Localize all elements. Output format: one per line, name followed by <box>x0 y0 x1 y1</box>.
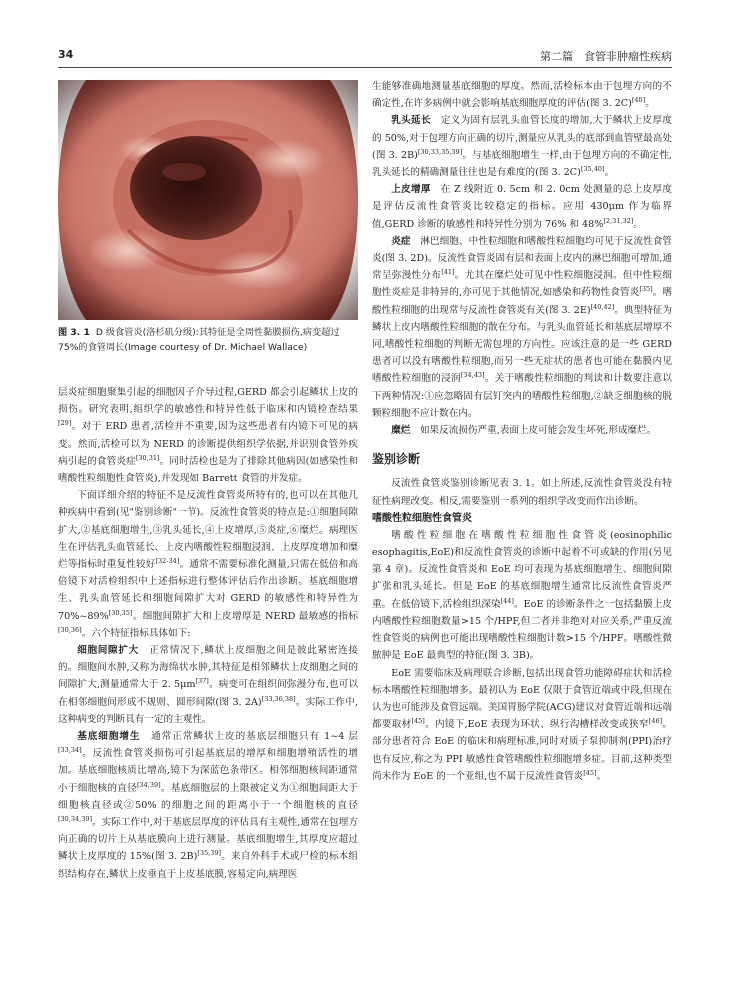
paragraph: EoE 需要临床及病理联合诊断,包括出现食管功能障碍症状和活检标本嗜酸性粒细胞增多。最初认为 EoE 仅限于食管近端或中段,但现在认为也可能涉及食管远端。美国胃肠学院(ACG)建议对食管近端和远端都要取材[45]。内镜下,EoE 表现为环状、纵行沟槽样改变或狭窄[46]。部分患者符合 EoE 的临床和病理标准,同时对质子泵抑制剂(PPI)治疗也有反应,称之为 PPI 敏感性食管嗜酸性粒细胞增多症。目前,这种类型尚未作为 EoE 的一个亚组,也不属于反流性食管炎[45]。 <box>372 667 672 782</box>
right-column <box>372 78 672 785</box>
paragraph: 炎症 淋巴细胞、中性粒细胞和嗜酸性粒细胞均可见于反流性食管炎(图 3. 2D)。反流性食管炎固有层和表面上皮内的淋巴细胞可增加,通常呈弥漫性分布[41]。尤其在糜烂处可见中性粒细胞浸润。但中性粒细胞性炎症是非特异的,亦可见于其他情况,如感染和药物性食管炎[35]。嗜酸性粒细胞的出现常与反流性食管炎有关(图 3. 2E)[40,42]。典型特征为鳞状上皮内嗜酸性粒细胞的散在分布。与乳头血管延长和基底层增厚不同,嗜酸性粒细胞的判断无需包埋的方向性。应该注意的是一些 GERD 患者可以没有嗜酸性粒细胞,而另一些无症状的患者也可能在黏膜内见嗜酸性粒细胞的浸润[34,43]。关于嗜酸性粒细胞的判读和计数要注意以下两种情况:①应忽略固有层钉突内的嗜酸性粒细胞,②缺乏细胞核的脱颗粒细胞不应计数在内。 <box>372 235 673 419</box>
endoscopy-photo-icon <box>58 80 358 320</box>
section-heading: 鉴别诊断 <box>372 452 421 467</box>
term-heading: 基底细胞增生 <box>77 731 141 743</box>
paragraph: 层炎症细胞聚集引起的细胞因子介导过程,GERD 都会引起鳞状上皮的损伤。研究表明,组织学的敏感性和特异性低于临床和内镜检查结果[29]。对于 ERD 患者,活检并不重要,因为这些患者有内镜下可见的病变。然而,活检可以为 NERD 的诊断提供组织学依据,并识别食管外疾病引起的食管炎症[30,31]。同时活检也是为了排除其他病因(如感染性和嗜酸性粒细胞性食管炎),并发现如 Barrett 食管的并发症。 <box>58 387 358 485</box>
paragraph: 基底细胞增生 通常正常鳞状上皮的基底层细胞只有 1~4 层[33,34]。反流性食管炎损伤可引起基底层的增厚和细胞增殖活性的增加。基底细胞核质比增高,镜下为深蓝色条带区。相邻细胞核间距通常小于细胞核的直径[34,39]。基底细胞层的上限被定义为①细胞间距大于细胞核直径或②50% 的细胞之间的距离小于一个细胞核的直径[30,34,39]。实际工作中,对于基底层厚度的评估具有主观性,通常在包埋方向正确的切片上从基底膜向上进行测量。基底细胞增生,其厚度应超过鳞状上皮厚度的 15%(图 3. 2B)[35,39]。来自外科手术或尸检的标本组织结构存在,鳞状上皮垂直于上皮基底膜,容易定向,病理医 <box>58 731 359 880</box>
paragraph: 上皮增厚 在 Z 线附近 0. 5cm 和 2. 0cm 处测量的总上皮厚度是评估反流性食管炎比较稳定的指标。应用 430μm 作为临界值,GERD 诊断的敏感性和特异性分别为 76% 和 48%[2,31,32]。 <box>372 184 672 230</box>
paragraph: 细胞间隙扩大 正常情况下,鳞状上皮细胞之间是彼此紧密连接的。细胞间水肿,又称为海绵状水肿,其特征是相邻鳞状上皮细胞之间的间隙扩大,测量通常大于 2. 5μm[37]。病变可在组织间弥漫分布,也可以在相邻细胞间形成不规则、圆形间隙(图 3. 2A)[33,36,38]。实际工作中,这种病变的判断具有一定的主观性。 <box>58 645 358 725</box>
term-heading: 糜烂 <box>391 425 411 437</box>
paragraph: 下面详细介绍的特征不是反流性食管炎所特有的,也可以在其他几种疾病中看到(见"鉴别诊断"一节)。反流性食管炎的特点是:①细胞间隙扩大,②基底细胞增生,③乳头延长,④上皮增厚,⑤炎症,⑥糜烂。病理医生在评估乳头血管延长、上皮内嗜酸性粒细胞浸润、上皮厚度增加和糜烂等指标时重复性较好[32-34]。通常不需要标准化测量,只需在低倍和高倍镜下对活检组织中上述指标进行整体评估后作出诊断。基底细胞增生、乳头血管延长和细胞间隙扩大对 GERD 的敏感性和特异性为 70%~89%[30,35]。细胞间隙扩大和上皮增厚是 NERD 最敏感的指标[30,36]。六个特征指标具体如下: <box>58 490 358 639</box>
paragraph: 乳头延长 定义为固有层乳头血管长度的增加,大于鳞状上皮厚度的 50%,对于包埋方向正确的切片,测量应从乳头的底部到血管壁最高处(图 3. 2B)[30,33,35,39]。与基底细胞增生一样,由于包埋方向的不确定性,乳头延长的精确测量往往也是有难度的(图 3. 2C)[35,40]。 <box>372 115 672 179</box>
term-heading: 上皮增厚 <box>391 184 431 196</box>
term-heading: 乳头延长 <box>391 115 431 127</box>
endoscopy-photo <box>58 80 358 320</box>
figure-caption <box>58 326 358 355</box>
term-heading: 炎症 <box>391 235 411 247</box>
paragraph: 生能够准确地测量基底细胞的厚度。然而,活检标本由于包埋方向的不确定性,在许多病例中就会影响基底细胞厚度的评估(图 3. 2C)[40]。 <box>372 81 672 110</box>
paragraph: 糜烂 如果反流损伤严重,表面上皮可能会发生坏死,形成糜烂。 <box>391 425 657 437</box>
term-heading: 细胞间隙扩大 <box>77 645 139 657</box>
running-title: 第二篇 食管非肿瘤性疾病 <box>540 50 672 63</box>
left-column <box>58 384 358 883</box>
header-rule <box>58 67 672 68</box>
paragraph: 嗜酸性粒细胞在嗜酸性粒细胞性食管炎(eosinophilic esophagitis,EoE)和反流性食管炎的诊断中起着不可或缺的作用(另见第 4 章)。反流性食管炎和 EoE 均可表现为基底细胞增生、细胞间隙扩张和乳头延长。但是 EoE 的基底细胞增生通常比反流性食管炎严重。在低倍镜下,活检组织深染[44]。EoE 的诊断条件之一包括黏膜上皮内嗜酸性粒细胞数量>15 个/HPF,但二者并非绝对对应关系,严重反流性食管炎的病例也可能出现嗜酸性粒细胞计数>15 个/HPF。嗜酸性微脓肿是 EoE 最典型的特征(图 3. 3B)。 <box>372 529 672 662</box>
paragraph: 反流性食管炎鉴别诊断见表 3. 1。如上所述,反流性食管炎没有特征性病理改变。相反,需要鉴别一系列的组织学改变而作出诊断。 <box>372 478 672 507</box>
subsection-heading: 嗜酸性粒细胞性食管炎 <box>372 512 472 524</box>
figure-label: 图 3. 1 <box>58 327 90 338</box>
figure-caption-text: D 级食管炎(洛杉矶分级):其特征是全周性黏膜损伤,病变超过 75%的食管周长(Image courtesy of Dr. Michael Wallace) <box>58 327 340 353</box>
page-header <box>58 48 672 68</box>
page-number: 34 <box>58 48 74 61</box>
